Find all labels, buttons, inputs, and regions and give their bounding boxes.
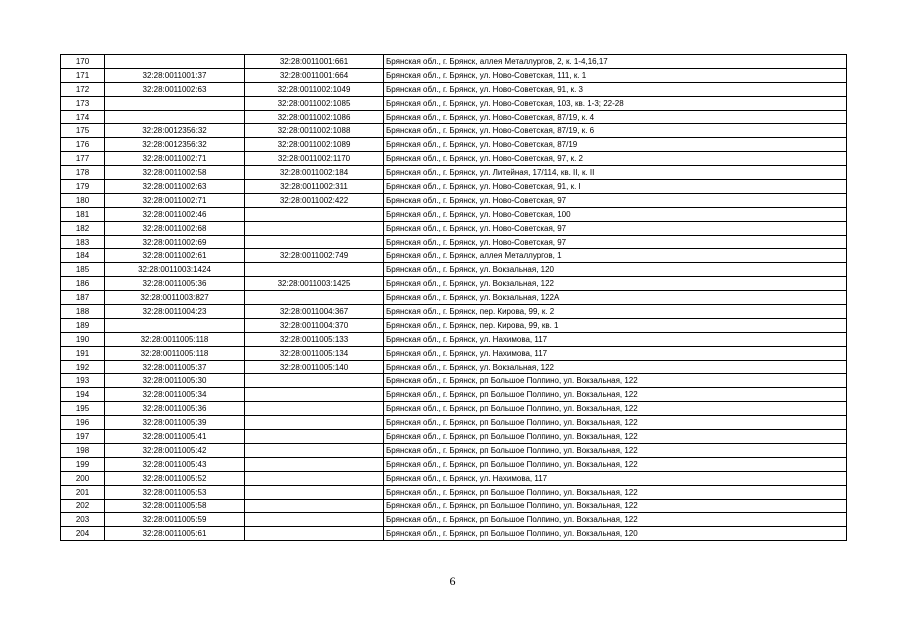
cadastral-number-cell: 32:28:0011002:71	[105, 152, 245, 166]
address-cell: Брянская обл., г. Брянск, ул. Ново-Советская, 87/19, к. 6	[384, 124, 847, 138]
address-cell: Брянская обл., г. Брянск, ул. Вокзальная, 122А	[384, 291, 847, 305]
address-cell: Брянская обл., г. Брянск, ул. Ново-Советская, 97	[384, 193, 847, 207]
address-cell: Брянская обл., г. Брянск, ул. Ново-Советская, 97, к. 2	[384, 152, 847, 166]
secondary-cadastral-number-cell: 32:28:0011005:140	[245, 360, 384, 374]
secondary-cadastral-number-cell: 32:28:0011002:1086	[245, 110, 384, 124]
cadastral-number-cell: 32:28:0011005:61	[105, 527, 245, 541]
table-row	[61, 207, 847, 221]
secondary-cadastral-number-cell: 32:28:0011002:1088	[245, 124, 384, 138]
row-number-cell: 182	[61, 221, 105, 235]
cadastral-number-cell: 32:28:0011005:36	[105, 277, 245, 291]
secondary-cadastral-number-cell	[245, 457, 384, 471]
row-number-cell: 178	[61, 166, 105, 180]
cadastral-number-cell: 32:28:0011002:71	[105, 193, 245, 207]
table-row	[61, 249, 847, 263]
table-row	[61, 55, 847, 69]
secondary-cadastral-number-cell: 32:28:0011004:370	[245, 318, 384, 332]
cadastral-number-cell: 32:28:0011005:118	[105, 332, 245, 346]
cadastral-number-cell: 32:28:0011005:59	[105, 513, 245, 527]
row-number-cell: 176	[61, 138, 105, 152]
cadastral-number-cell: 32:28:0011005:52	[105, 471, 245, 485]
address-cell: Брянская обл., г. Брянск, рп Большое Полпино, ул. Вокзальная, 120	[384, 527, 847, 541]
address-cell: Брянская обл., г. Брянск, рп Большое Полпино, ул. Вокзальная, 122	[384, 430, 847, 444]
secondary-cadastral-number-cell	[245, 207, 384, 221]
row-number-cell: 193	[61, 374, 105, 388]
row-number-cell: 198	[61, 443, 105, 457]
registry-table	[60, 54, 847, 541]
table-row	[61, 457, 847, 471]
row-number-cell: 173	[61, 96, 105, 110]
cadastral-number-cell: 32:28:0011005:53	[105, 485, 245, 499]
secondary-cadastral-number-cell	[245, 374, 384, 388]
table-row	[61, 263, 847, 277]
table-row	[61, 180, 847, 194]
secondary-cadastral-number-cell: 32:28:0011005:133	[245, 332, 384, 346]
table-row	[61, 124, 847, 138]
table-row	[61, 82, 847, 96]
secondary-cadastral-number-cell: 32:28:0011002:184	[245, 166, 384, 180]
cadastral-number-cell	[105, 318, 245, 332]
address-cell: Брянская обл., г. Брянск, пер. Кирова, 99, к. 2	[384, 305, 847, 319]
table-row	[61, 110, 847, 124]
table-row	[61, 388, 847, 402]
table-row	[61, 374, 847, 388]
cadastral-number-cell: 32:28:0011005:34	[105, 388, 245, 402]
address-cell: Брянская обл., г. Брянск, ул. Ново-Советская, 97	[384, 235, 847, 249]
cadastral-number-cell: 32:28:0011002:68	[105, 221, 245, 235]
address-cell: Брянская обл., г. Брянск, пер. Кирова, 99, кв. 1	[384, 318, 847, 332]
row-number-cell: 186	[61, 277, 105, 291]
cadastral-number-cell: 32:28:0011002:69	[105, 235, 245, 249]
row-number-cell: 202	[61, 499, 105, 513]
secondary-cadastral-number-cell	[245, 471, 384, 485]
address-cell: Брянская обл., г. Брянск, рп Большое Полпино, ул. Вокзальная, 122	[384, 457, 847, 471]
table-row	[61, 527, 847, 541]
table-row	[61, 277, 847, 291]
secondary-cadastral-number-cell	[245, 402, 384, 416]
row-number-cell: 181	[61, 207, 105, 221]
row-number-cell: 172	[61, 82, 105, 96]
row-number-cell: 175	[61, 124, 105, 138]
row-number-cell: 180	[61, 193, 105, 207]
table-row	[61, 318, 847, 332]
address-cell: Брянская обл., г. Брянск, аллея Металлургов, 2, к. 1-4,16,17	[384, 55, 847, 69]
cadastral-number-cell: 32:28:0011005:42	[105, 443, 245, 457]
secondary-cadastral-number-cell: 32:28:0011005:134	[245, 346, 384, 360]
registry-table-body	[61, 55, 847, 541]
row-number-cell: 187	[61, 291, 105, 305]
table-row	[61, 68, 847, 82]
row-number-cell: 201	[61, 485, 105, 499]
cadastral-number-cell: 32:28:0011005:41	[105, 430, 245, 444]
cadastral-number-cell: 32:28:0011005:39	[105, 416, 245, 430]
secondary-cadastral-number-cell	[245, 443, 384, 457]
row-number-cell: 174	[61, 110, 105, 124]
cadastral-number-cell: 32:28:0012356:32	[105, 138, 245, 152]
secondary-cadastral-number-cell: 32:28:0011004:367	[245, 305, 384, 319]
table-row	[61, 402, 847, 416]
table-row	[61, 485, 847, 499]
secondary-cadastral-number-cell: 32:28:0011002:1085	[245, 96, 384, 110]
cadastral-number-cell: 32:28:0011005:118	[105, 346, 245, 360]
table-row	[61, 443, 847, 457]
row-number-cell: 179	[61, 180, 105, 194]
table-row	[61, 235, 847, 249]
table-row	[61, 166, 847, 180]
cadastral-number-cell	[105, 55, 245, 69]
row-number-cell: 196	[61, 416, 105, 430]
address-cell: Брянская обл., г. Брянск, ул. Литейная, 17/114, кв. II, к. II	[384, 166, 847, 180]
address-cell: Брянская обл., г. Брянск, ул. Ново-Советская, 103, кв. 1-3; 22-28	[384, 96, 847, 110]
secondary-cadastral-number-cell	[245, 416, 384, 430]
table-row	[61, 471, 847, 485]
address-cell: Брянская обл., г. Брянск, ул. Нахимова, 117	[384, 471, 847, 485]
row-number-cell: 192	[61, 360, 105, 374]
row-number-cell: 204	[61, 527, 105, 541]
address-cell: Брянская обл., г. Брянск, ул. Ново-Советская, 91, к. I	[384, 180, 847, 194]
table-row	[61, 193, 847, 207]
address-cell: Брянская обл., г. Брянск, ул. Ново-Советская, 91, к. 3	[384, 82, 847, 96]
cadastral-number-cell: 32:28:0011004:23	[105, 305, 245, 319]
row-number-cell: 171	[61, 68, 105, 82]
row-number-cell: 185	[61, 263, 105, 277]
secondary-cadastral-number-cell: 32:28:0011001:661	[245, 55, 384, 69]
address-cell: Брянская обл., г. Брянск, ул. Нахимова, 117	[384, 346, 847, 360]
row-number-cell: 177	[61, 152, 105, 166]
table-row	[61, 513, 847, 527]
table-row	[61, 291, 847, 305]
address-cell: Брянская обл., г. Брянск, рп Большое Полпино, ул. Вокзальная, 122	[384, 402, 847, 416]
table-row	[61, 152, 847, 166]
table-row	[61, 96, 847, 110]
address-cell: Брянская обл., г. Брянск, ул. Ново-Советская, 111, к. 1	[384, 68, 847, 82]
secondary-cadastral-number-cell	[245, 263, 384, 277]
table-row	[61, 360, 847, 374]
address-cell: Брянская обл., г. Брянск, аллея Металлургов, 1	[384, 249, 847, 263]
secondary-cadastral-number-cell: 32:28:0011002:1049	[245, 82, 384, 96]
cadastral-number-cell: 32:28:0011002:61	[105, 249, 245, 263]
cadastral-number-cell: 32:28:0011005:58	[105, 499, 245, 513]
address-cell: Брянская обл., г. Брянск, рп Большое Полпино, ул. Вокзальная, 122	[384, 416, 847, 430]
cadastral-number-cell: 32:28:0011005:30	[105, 374, 245, 388]
address-cell: Брянская обл., г. Брянск, ул. Ново-Советская, 97	[384, 221, 847, 235]
table-row	[61, 346, 847, 360]
table-row	[61, 332, 847, 346]
address-cell: Брянская обл., г. Брянск, рп Большое Полпино, ул. Вокзальная, 122	[384, 513, 847, 527]
cadastral-number-cell	[105, 96, 245, 110]
row-number-cell: 203	[61, 513, 105, 527]
address-cell: Брянская обл., г. Брянск, рп Большое Полпино, ул. Вокзальная, 122	[384, 499, 847, 513]
row-number-cell: 199	[61, 457, 105, 471]
row-number-cell: 188	[61, 305, 105, 319]
cadastral-number-cell: 32:28:0011002:63	[105, 180, 245, 194]
secondary-cadastral-number-cell	[245, 513, 384, 527]
cadastral-number-cell: 32:28:0011005:37	[105, 360, 245, 374]
page-number: 6	[449, 574, 456, 588]
table-row	[61, 416, 847, 430]
address-cell: Брянская обл., г. Брянск, рп Большое Полпино, ул. Вокзальная, 122	[384, 388, 847, 402]
cadastral-number-cell: 32:28:0012356:32	[105, 124, 245, 138]
address-cell: Брянская обл., г. Брянск, ул. Вокзальная, 122	[384, 360, 847, 374]
cadastral-number-cell: 32:28:0011005:43	[105, 457, 245, 471]
row-number-cell: 200	[61, 471, 105, 485]
secondary-cadastral-number-cell	[245, 388, 384, 402]
row-number-cell: 189	[61, 318, 105, 332]
address-cell: Брянская обл., г. Брянск, рп Большое Полпино, ул. Вокзальная, 122	[384, 374, 847, 388]
secondary-cadastral-number-cell	[245, 235, 384, 249]
secondary-cadastral-number-cell	[245, 291, 384, 305]
cadastral-number-cell: 32:28:0011003:827	[105, 291, 245, 305]
secondary-cadastral-number-cell: 32:28:0011002:311	[245, 180, 384, 194]
cadastral-number-cell: 32:28:0011002:46	[105, 207, 245, 221]
table-row	[61, 430, 847, 444]
secondary-cadastral-number-cell: 32:28:0011002:749	[245, 249, 384, 263]
cadastral-number-cell: 32:28:0011002:58	[105, 166, 245, 180]
address-cell: Брянская обл., г. Брянск, ул. Ново-Советская, 100	[384, 207, 847, 221]
cadastral-number-cell	[105, 110, 245, 124]
secondary-cadastral-number-cell	[245, 527, 384, 541]
address-cell: Брянская обл., г. Брянск, ул. Нахимова, 117	[384, 332, 847, 346]
secondary-cadastral-number-cell	[245, 430, 384, 444]
row-number-cell: 197	[61, 430, 105, 444]
row-number-cell: 190	[61, 332, 105, 346]
secondary-cadastral-number-cell: 32:28:0011003:1425	[245, 277, 384, 291]
secondary-cadastral-number-cell	[245, 485, 384, 499]
row-number-cell: 170	[61, 55, 105, 69]
cadastral-number-cell: 32:28:0011003:1424	[105, 263, 245, 277]
row-number-cell: 195	[61, 402, 105, 416]
row-number-cell: 184	[61, 249, 105, 263]
row-number-cell: 183	[61, 235, 105, 249]
address-cell: Брянская обл., г. Брянск, рп Большое Полпино, ул. Вокзальная, 122	[384, 443, 847, 457]
table-row	[61, 499, 847, 513]
secondary-cadastral-number-cell	[245, 221, 384, 235]
secondary-cadastral-number-cell: 32:28:0011002:1089	[245, 138, 384, 152]
cadastral-number-cell: 32:28:0011001:37	[105, 68, 245, 82]
secondary-cadastral-number-cell: 32:28:0011002:422	[245, 193, 384, 207]
row-number-cell: 194	[61, 388, 105, 402]
row-number-cell: 191	[61, 346, 105, 360]
secondary-cadastral-number-cell	[245, 499, 384, 513]
address-cell: Брянская обл., г. Брянск, ул. Вокзальная, 120	[384, 263, 847, 277]
secondary-cadastral-number-cell: 32:28:0011002:1170	[245, 152, 384, 166]
table-row	[61, 305, 847, 319]
address-cell: Брянская обл., г. Брянск, ул. Ново-Советская, 87/19	[384, 138, 847, 152]
cadastral-number-cell: 32:28:0011002:63	[105, 82, 245, 96]
cadastral-number-cell: 32:28:0011005:36	[105, 402, 245, 416]
address-cell: Брянская обл., г. Брянск, рп Большое Полпино, ул. Вокзальная, 122	[384, 485, 847, 499]
table-row	[61, 138, 847, 152]
table-row	[61, 221, 847, 235]
address-cell: Брянская обл., г. Брянск, ул. Ново-Советская, 87/19, к. 4	[384, 110, 847, 124]
address-cell: Брянская обл., г. Брянск, ул. Вокзальная, 122	[384, 277, 847, 291]
secondary-cadastral-number-cell: 32:28:0011001:664	[245, 68, 384, 82]
